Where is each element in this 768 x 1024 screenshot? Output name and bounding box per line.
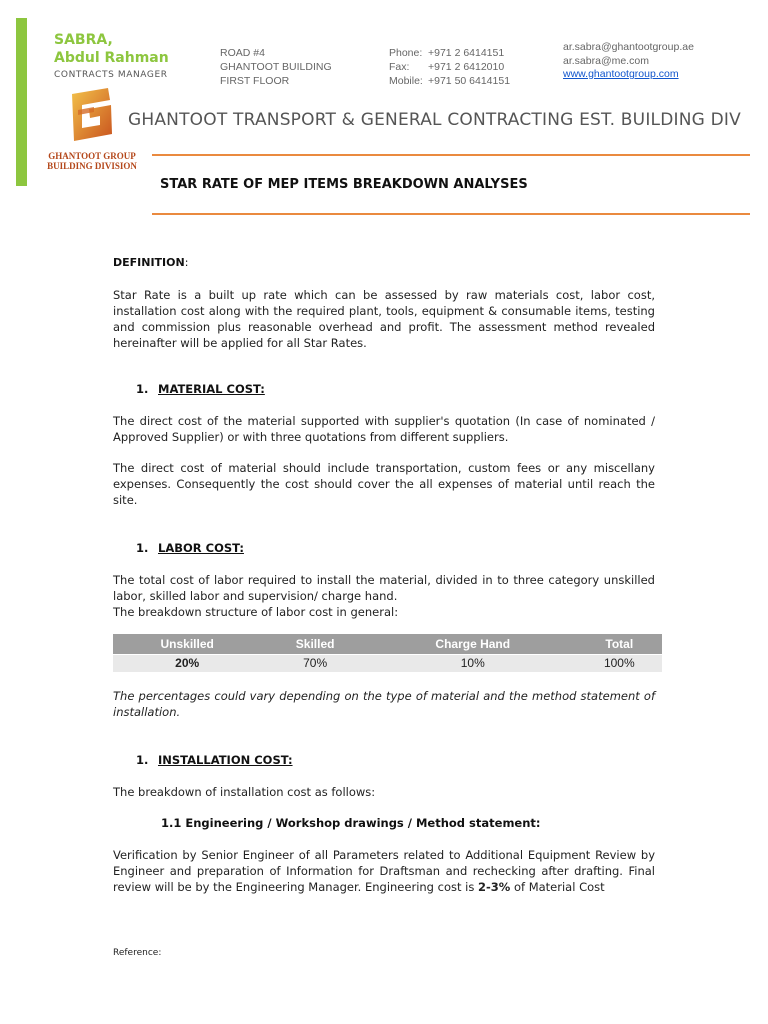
section-heading-labor [136,541,244,555]
company-logo [44,88,140,178]
reference-label: Reference: [113,948,162,958]
fax-row [389,60,510,74]
installation-paragraph: The breakdown of installation cost as follows: [113,785,376,799]
material-paragraph-1: The direct cost of the material supported with supplier's quotation (In case of nominated / Approved Supplier) or with three quotations from different suppliers. [113,414,655,444]
labor-paragraph-2: The breakdown structure of labor cost in general: [113,605,399,619]
logo-text [44,151,140,171]
table-header-cell: Charge Hand [369,634,577,654]
accent-bar [16,18,27,186]
person-name [54,31,169,67]
contact-value: +971 2 6412010 [428,61,505,73]
bottom-divider [152,213,750,215]
engineering-percent: 2-3% [478,880,511,894]
contact-value: +971 50 6414151 [428,75,511,87]
contact-label: Mobile: [389,75,423,87]
contact-label: Phone: [389,47,423,59]
phone-row [389,46,510,60]
address-block [220,46,332,88]
logo-mark-icon [64,88,120,148]
table-cell: 70% [261,654,369,672]
definition-heading [113,256,188,269]
section-title: MATERIAL COST: [158,382,265,396]
address-line: FIRST FLOOR [220,75,290,87]
labor-breakdown-table [113,634,662,672]
mobile-row [389,74,510,88]
engineering-subheading: 1.1 Engineering / Workshop drawings / Method statement: [161,816,541,830]
table-header-cell: Total [577,634,662,654]
address-line: GHANTOOT BUILDING [220,61,332,73]
table-cell: 10% [369,654,577,672]
email-block [563,41,694,82]
table-row [113,654,662,672]
name-line-2: Abdul Rahman [54,50,169,66]
section-heading-installation [136,753,293,767]
person-role: CONTRACTS MANAGER [54,70,168,80]
email-secondary[interactable]: ar.sabra@me.com [563,54,649,67]
website-link[interactable]: www.ghantootgroup.com [563,68,679,80]
labor-note: The percentages could vary depending on the type of material and the method statement of installation. [113,689,655,719]
table-header-cell: Skilled [261,634,369,654]
document-title: STAR RATE OF MEP ITEMS BREAKDOWN ANALYSES [160,177,528,192]
definition-paragraph: Star Rate is a built up rate which can be assessed by raw materials cost, labor cost, installation cost along with the required plant, tools, equipment & consumable items, testing and commission plus reasonable overhead and profit. The assessment method revealed hereinafter will be applied for all Star Rates. [113,288,655,350]
table-header-cell: Unskilled [113,634,261,654]
address-line: ROAD #4 [220,47,265,59]
definition-colon: : [184,256,189,269]
section-title: INSTALLATION COST: [158,753,293,767]
name-line-1: SABRA, [54,32,113,48]
labor-paragraph-1: The total cost of labor required to install the material, divided in to three category unskilled labor, skilled labor and supervision/ charge hand. [113,573,655,603]
section-heading-material [136,382,265,396]
section-number: 1. [136,753,149,767]
table-cell: 100% [577,654,662,672]
material-paragraph-2: The direct cost of material should include transportation, custom fees or any miscellany expenses. Consequently the cost should cover the all expenses of material until reach the site. [113,461,655,507]
definition-heading-text: DEFINITION [113,256,185,269]
logo-line-2: BUILDING DIVISION [47,161,137,171]
engineering-paragraph [113,847,655,895]
top-divider [152,154,750,156]
section-number: 1. [136,541,149,555]
engineering-text-end: of Material Cost [510,880,605,894]
email-primary[interactable]: ar.sabra@ghantootgroup.ae [563,41,694,53]
contact-value: +971 2 6414151 [428,47,505,59]
contact-block [389,46,510,88]
company-name: GHANTOOT TRANSPORT & GENERAL CONTRACTING EST. BUILDING DIV [128,110,741,130]
contact-label: Fax: [389,61,410,73]
logo-line-1: GHANTOOT GROUP [48,151,136,161]
table-cell: 20% [113,654,261,672]
section-title: LABOR COST: [158,541,244,555]
engineering-text: Verification by Senior Engineer of all Parameters related to Additional Equipment Review by Engineer and preparation of Information for Draftsman and rechecking after drafting. Final review will be by the Engineering Manager. Engineering cost is [113,848,655,894]
table-header-row [113,634,662,654]
section-number: 1. [136,382,149,396]
